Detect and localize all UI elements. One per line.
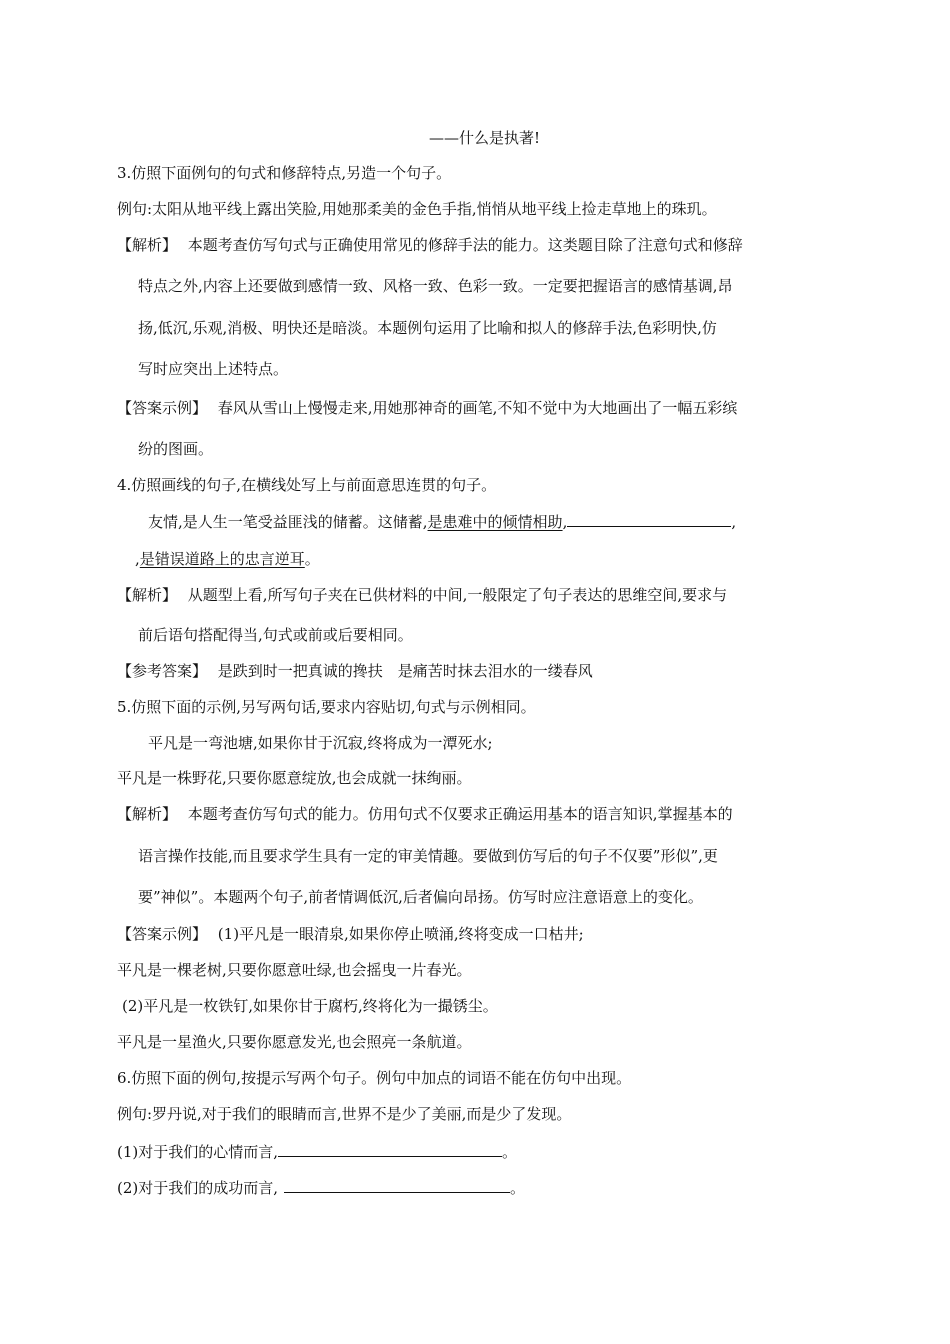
q3-answer-line-1 [117,397,737,419]
q3-analysis-line-2: 特点之外,内容上还要做到感情一致、风格一致、色彩一致。一定要把握语言的感情基调,昂 [138,277,733,295]
q6-stem: 6.仿照下面的例句,按提示写两个句子。例句中加点的词语不能在仿句中出现。 [117,1069,632,1087]
q3-example: 例句:太阳从地平线上露出笑脸,用她那柔美的金色手指,悄悄从地平线上捡走草地上的珠玑。 [117,200,717,218]
q4-ref-answer: 是跌到时一把真诚的搀扶 是痛苦时抹去泪水的一缕春风 [217,662,593,680]
q4-ref-answer-line [117,660,593,682]
q4-analysis-tag: 【解析】 [117,586,178,604]
q4-sep-2: , [731,513,737,531]
q3-analysis-line-1 [117,234,743,256]
q5-example-1: 平凡是一弯池塘,如果你甘于沉寂,终将成为一潭死水; [148,734,493,752]
q3-answer-tag: 【答案示例】 [117,399,208,417]
q5-answer-tag: 【答案示例】 [117,925,208,943]
q5-stem: 5.仿照下面的示例,另写两句话,要求内容贴切,句式与示例相同。 [117,698,536,716]
q6-example: 例句:罗丹说,对于我们的眼睛而言,世界不是少了美丽,而是少了发现。 [117,1105,572,1123]
q5-analysis-line-1 [117,803,733,825]
q6-item-2-prompt: (2)对于我们的成功而言, [117,1179,279,1197]
q4-paragraph-line-2 [117,548,320,570]
q6-item-1-prompt: (1)对于我们的心情而言, [117,1143,279,1161]
q6-item-2-end: 。 [510,1179,526,1197]
q5-answer-1a: (1)平凡是一眼清泉,如果你停止喷涌,终将变成一口枯井; [217,925,584,943]
q5-answer-1b: 平凡是一棵老树,只要你愿意吐绿,也会摇曳一片春光。 [117,961,472,979]
q5-example-2: 平凡是一株野花,只要你愿意绽放,也会成就一抹绚丽。 [117,769,472,787]
q4-paragraph-line-1 [148,510,736,533]
q4-ref-tag: 【参考答案】 [117,662,208,680]
q6-item-1 [117,1140,517,1163]
q3-stem: 3.仿照下面例句的句式和修辞特点,另造一个句子。 [117,164,452,182]
q4-analysis-text: 从题型上看,所写句子夹在已供材料的中间,一般限定了句子表达的思维空间,要求与 [187,586,728,604]
q4-analysis-line-1 [117,584,727,606]
q6-item-1-end: 。 [502,1143,518,1161]
q6-item-2-blank[interactable] [284,1176,510,1193]
q5-analysis-line-3: 要”神似”。本题两个句子,前者情调低沉,后者偏向昂扬。仿写时应注意语意上的变化。 [138,888,703,906]
q6-item-2 [117,1176,525,1199]
q3-answer-text: 春风从雪山上慢慢走来,用她那神奇的画笔,不知不觉中为大地画出了一幅五彩缤 [217,399,738,417]
q5-analysis-text: 本题考查仿写句式的能力。仿用句式不仅要求正确运用基本的语言知识,掌握基本的 [187,805,733,823]
q3-analysis-text: 本题考查仿写句式与正确使用常见的修辞手法的能力。这类题目除了注意句式和修辞 [187,236,743,254]
q4-blank-1[interactable] [567,510,731,527]
q3-analysis-tag: 【解析】 [117,236,178,254]
q4-sep-1: , [562,513,568,531]
q6-item-1-blank[interactable] [278,1140,502,1157]
q4-stem: 4.仿照画线的句子,在横线处写上与前面意思连贯的句子。 [117,476,497,494]
q3-analysis-line-4: 写时应突出上述特点。 [138,360,289,378]
q4-line2-end: 。 [304,550,320,568]
q4-underlined-sentence-1: 是患难中的倾情相助 [427,513,563,531]
q3-analysis-line-3: 扬,低沉,乐观,消极、明快还是暗淡。本题例句运用了比喻和拟人的修辞手法,色彩明快,仿 [138,319,717,337]
q5-answer-2a: (2)平凡是一枚铁钉,如果你甘于腐朽,终将化为一撮锈尘。 [122,997,498,1015]
q5-analysis-tag: 【解析】 [117,805,178,823]
top-line: ——什么是执著! [429,129,541,147]
q4-underlined-sentence-2: 是错误道路上的忠言逆耳 [139,550,305,568]
q3-answer-line-2: 纷的图画。 [138,440,214,458]
q5-answer-line-1 [117,923,584,945]
q4-para-start: 友情,是人生一笔受益匪浅的储蓄。这储蓄, [148,513,428,531]
q4-blank-2[interactable] [117,548,135,564]
q5-analysis-line-2: 语言操作技能,而且要求学生具有一定的审美情趣。要做到仿写后的句子不仅要”形似”,更 [138,847,718,865]
q4-analysis-line-2: 前后语句搭配得当,句式或前或后要相同。 [138,626,413,644]
q5-answer-2b: 平凡是一星渔火,只要你愿意发光,也会照亮一条航道。 [117,1033,472,1051]
q4-line2-start: , [135,550,140,568]
